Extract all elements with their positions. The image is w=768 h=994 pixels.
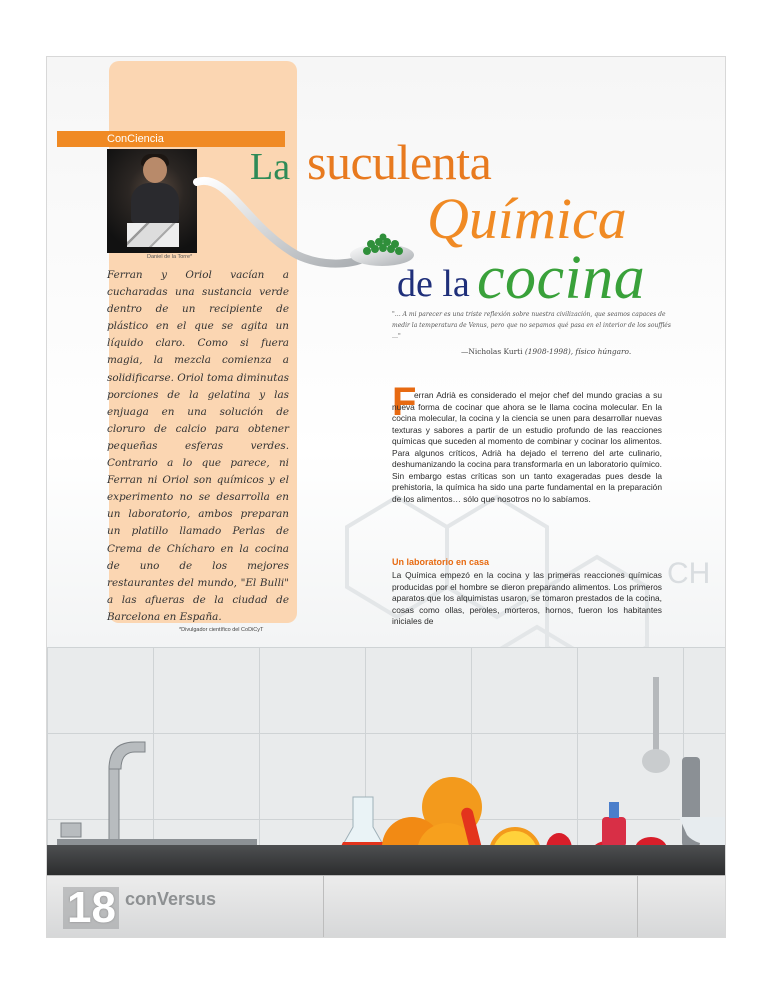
drop-cap: F [392, 380, 417, 424]
page-number: 18 [67, 883, 116, 932]
title-de-la: de la [397, 263, 470, 305]
epigraph-quote: "… A mi parecer es una triste reflexión sobre nuestra civilización, que seamos capaces de medir la temperatura de Venus, pero que no sepamos qué pasa en el interior de los soufflés …" [392, 311, 671, 340]
author-footnote: *Divulgador científico del CoDiCyT [179, 627, 264, 633]
epigraph-author [461, 347, 671, 356]
article-paragraph-2: La Química empezó en la cocina y las primeras reacciones químicas producidas por el hombre se dieron preparando alimentos. Los primeros aparatos que los alquimistas usaron, se tomaron prestados de la cocina, cosas como ollas, peroles, morteros, hornos, fueron los habitantes iniciales de [392, 570, 662, 626]
article-paragraph-1 [392, 390, 662, 505]
ladle-icon [642, 677, 670, 773]
title-la: La [250, 146, 291, 188]
article-subheading: Un laboratorio en casa [392, 557, 490, 567]
title-quimica: Química [427, 186, 627, 251]
section-label: ConCiencia [107, 133, 164, 145]
author-photo [107, 149, 197, 253]
title-suculenta: suculenta [307, 134, 492, 190]
quote-author-detail: (1908-1998), físico húngaro. [524, 347, 632, 356]
faucet-icon [61, 742, 145, 845]
kitchen-scene-image [47, 657, 725, 857]
magazine-page [46, 56, 726, 938]
author-credit: Daniel de la Torre* [147, 254, 193, 260]
formula-decor-label: CH [667, 557, 711, 590]
quote-author-name: —Nicholas Kurti [461, 347, 523, 356]
article-paragraph-1-text: erran Adrià es considerado el mejor chef del mundo gracias a su nueva forma de cocinar que ahora se le llama cocina molecular. En la cocina molecular, la cocina y la ciencia se unen para desarrollar nuevas texturas y sabores a partir de un estudio profundo de las reacciones químicas que suceden al momento de combinar y cocinar los alimentos. Para algunos críticos, Adrià ha dejado el terreno del arte culinario, deshumanizando la cocina para transformarla en un laboratorio químico. Sin embargo estas críticas son un tanto exageradas pues desde la prehistoria, la química ha sido una parte fundamental en la preparación de los alimentos… sólo que nosotros no lo sabíamos. [392, 390, 662, 504]
dropper-bottle-icon [602, 802, 626, 847]
magazine-logo: conVersus [125, 889, 217, 909]
countertop [47, 845, 725, 875]
intro-paragraph: Ferran y Oriol vacían a cucharadas una sustancia verde dentro de un recipiente de plástico en el que se agita un líquido claro. Como si fuera magia, la mezcla comienza a solidificarse. Oriol toma diminutas porciones de la gelatina y las enjuaga en una solución de cloruro de calcio para obtener pequeñas esferas verdes. Contrario a lo que parece, ni Ferran ni Oriol son químicos y el experimento no se desarrolla en un laboratorio, ambos preparan un platillo llamado Perlas de Crema de Chícharo en la cocina de uno de los mejores restaurantes del mundo, "El Bulli" a las afueras de la ciudad de Barcelona en España. [107, 269, 289, 623]
title-cocina: cocina [477, 244, 646, 312]
